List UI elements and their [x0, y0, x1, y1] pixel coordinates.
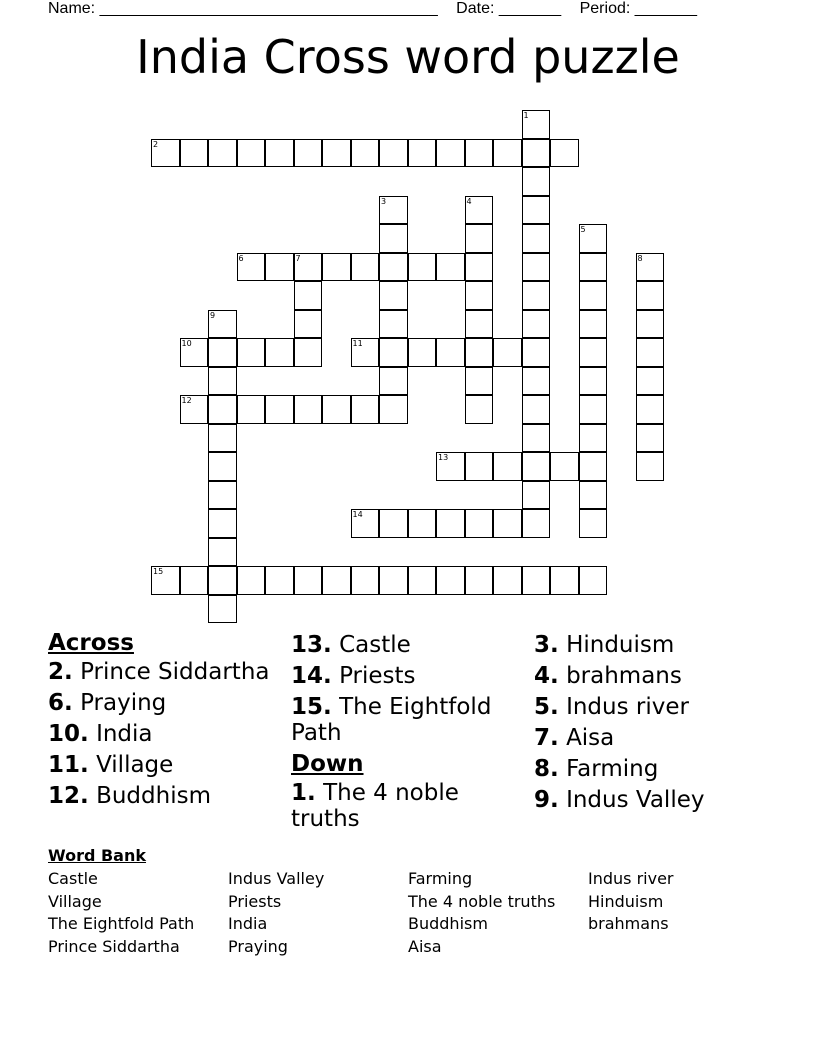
- crossword-cell[interactable]: [636, 452, 665, 481]
- clue-number: 14.: [291, 663, 332, 689]
- crossword-cell[interactable]: [493, 338, 522, 367]
- crossword-cell[interactable]: [322, 253, 351, 282]
- crossword-cell[interactable]: [579, 452, 608, 481]
- word-bank-item: India: [228, 914, 268, 934]
- crossword-cell[interactable]: [436, 566, 465, 595]
- crossword-cell[interactable]: [436, 509, 465, 538]
- crossword-cell[interactable]: [522, 452, 551, 481]
- clue-number-label: 2: [153, 139, 159, 149]
- clue-text: Village: [96, 752, 174, 778]
- crossword-cell[interactable]: [379, 196, 408, 225]
- crossword-cell[interactable]: [550, 139, 579, 168]
- crossword-cell[interactable]: [265, 566, 294, 595]
- clue-number: 13.: [291, 632, 332, 658]
- crossword-cell[interactable]: [636, 395, 665, 424]
- word-bank-item: Praying: [228, 937, 288, 957]
- crossword-cell[interactable]: [180, 338, 209, 367]
- crossword-cell[interactable]: [208, 509, 237, 538]
- crossword-cell[interactable]: [408, 509, 437, 538]
- clue-number-label: 8: [637, 253, 643, 263]
- clue-number: 6.: [48, 690, 73, 716]
- crossword-cell[interactable]: [465, 395, 494, 424]
- crossword-cell[interactable]: [636, 310, 665, 339]
- date-field[interactable]: Date: _______: [456, 0, 562, 17]
- clue-across-6: [48, 690, 278, 716]
- crossword-cell[interactable]: [522, 481, 551, 510]
- crossword-cell[interactable]: [465, 566, 494, 595]
- crossword-cell[interactable]: [351, 253, 380, 282]
- crossword-cell[interactable]: [294, 253, 323, 282]
- crossword-cell[interactable]: [408, 139, 437, 168]
- crossword-cell[interactable]: [522, 167, 551, 196]
- word-bank-column-1: [48, 868, 194, 959]
- crossword-cell[interactable]: [208, 566, 237, 595]
- crossword-cell[interactable]: [351, 509, 380, 538]
- crossword-cell[interactable]: [322, 395, 351, 424]
- word-bank-item: Village: [48, 891, 102, 911]
- crossword-cell[interactable]: [265, 139, 294, 168]
- clue-number: 7.: [534, 725, 559, 751]
- crossword-cell[interactable]: [351, 338, 380, 367]
- crossword-cell[interactable]: [379, 310, 408, 339]
- word-bank-column-3: [408, 868, 555, 959]
- word-bank-column-4: [588, 868, 674, 936]
- crossword-cell[interactable]: [408, 566, 437, 595]
- clue-number-label: 13: [438, 453, 449, 462]
- clue-down-3: [534, 632, 774, 658]
- clue-column-3: [534, 632, 774, 818]
- clue-down-9: [534, 787, 774, 813]
- name-field[interactable]: Name: ______________________________________: [48, 0, 438, 17]
- crossword-cell[interactable]: [265, 395, 294, 424]
- crossword-cell[interactable]: [465, 452, 494, 481]
- crossword-cell[interactable]: [550, 566, 579, 595]
- crossword-cell[interactable]: [237, 338, 266, 367]
- crossword-cell[interactable]: [208, 395, 237, 424]
- clue-number-label: 10: [181, 339, 192, 348]
- crossword-cell[interactable]: [237, 566, 266, 595]
- crossword-cell[interactable]: [237, 253, 266, 282]
- crossword-cell[interactable]: [322, 566, 351, 595]
- crossword-cell[interactable]: [208, 310, 237, 339]
- clue-number: 12.: [48, 783, 89, 809]
- page-title: India Cross word puzzle: [136, 30, 680, 84]
- clue-number-label: 5: [580, 225, 586, 234]
- clue-column-2: [291, 632, 516, 837]
- crossword-cell[interactable]: [579, 224, 608, 253]
- clue-text: Prince Siddartha: [80, 659, 270, 685]
- crossword-cell[interactable]: [465, 139, 494, 168]
- crossword-cell[interactable]: [579, 281, 608, 310]
- crossword-cell[interactable]: [579, 338, 608, 367]
- crossword-cell[interactable]: [465, 367, 494, 396]
- clue-across-12: [48, 783, 278, 809]
- crossword-cell[interactable]: [436, 338, 465, 367]
- crossword-cell[interactable]: [180, 566, 209, 595]
- crossword-cell[interactable]: [408, 253, 437, 282]
- clue-down-1: [291, 780, 516, 832]
- crossword-cell[interactable]: [579, 566, 608, 595]
- crossword-cell[interactable]: [436, 452, 465, 481]
- crossword-cell[interactable]: [465, 253, 494, 282]
- crossword-cell[interactable]: [465, 509, 494, 538]
- clue-text: Priests: [339, 663, 416, 689]
- crossword-cell[interactable]: [522, 338, 551, 367]
- clue-number: 10.: [48, 721, 89, 747]
- crossword-cell[interactable]: [208, 367, 237, 396]
- crossword-cell[interactable]: [636, 367, 665, 396]
- clue-number: 4.: [534, 663, 559, 689]
- crossword-cell[interactable]: [522, 196, 551, 225]
- crossword-cell[interactable]: [294, 338, 323, 367]
- crossword-cell[interactable]: [208, 338, 237, 367]
- clue-number-label: 4: [466, 196, 472, 206]
- crossword-cell[interactable]: [208, 595, 237, 624]
- clue-text: Hinduism: [566, 632, 675, 658]
- word-bank-item: Priests: [228, 891, 282, 911]
- crossword-cell[interactable]: [379, 509, 408, 538]
- clue-across-10: [48, 721, 278, 747]
- word-bank-item: The Eightfold Path: [48, 914, 195, 934]
- crossword-cell[interactable]: [522, 395, 551, 424]
- crossword-cell[interactable]: [522, 110, 551, 139]
- clue-number: 2.: [48, 659, 73, 685]
- crossword-cell[interactable]: [522, 310, 551, 339]
- crossword-cell[interactable]: [237, 395, 266, 424]
- crossword-cell[interactable]: [322, 139, 351, 168]
- crossword-cell[interactable]: [493, 509, 522, 538]
- clue-number: 8.: [534, 756, 559, 782]
- clue-number-label: 9: [210, 310, 216, 320]
- word-bank-item: brahmans: [588, 914, 669, 934]
- crossword-cell[interactable]: [180, 395, 209, 424]
- word-bank-item: Castle: [48, 869, 98, 888]
- crossword-cell[interactable]: [522, 281, 551, 310]
- crossword-cell[interactable]: [294, 310, 323, 339]
- crossword-cell[interactable]: [379, 253, 408, 282]
- crossword-cell[interactable]: [379, 139, 408, 168]
- clue-down-5: [534, 694, 774, 720]
- word-bank-item: Aisa: [408, 937, 442, 957]
- clue-text: Indus Valley: [566, 787, 705, 813]
- crossword-cell[interactable]: [522, 509, 551, 538]
- crossword-cell[interactable]: [522, 224, 551, 253]
- crossword-cell[interactable]: [579, 424, 608, 453]
- clue-number: 11.: [48, 752, 89, 778]
- clue-number-label: 6: [238, 253, 244, 263]
- crossword-cell[interactable]: [465, 310, 494, 339]
- crossword-cell[interactable]: [493, 452, 522, 481]
- crossword-cell[interactable]: [265, 253, 294, 282]
- clue-down-7: [534, 725, 774, 751]
- clue-number-label: 1: [523, 111, 529, 120]
- crossword-cell[interactable]: [379, 281, 408, 310]
- crossword-cell[interactable]: [408, 338, 437, 367]
- crossword-cell[interactable]: [636, 338, 665, 367]
- crossword-cell[interactable]: [294, 281, 323, 310]
- word-bank-column-2: [228, 868, 324, 959]
- clue-number: 3.: [534, 632, 559, 658]
- word-bank-item: Farming: [408, 869, 473, 888]
- clue-down-4: [534, 663, 774, 689]
- clue-number: 1.: [291, 780, 316, 806]
- crossword-cell[interactable]: [465, 224, 494, 253]
- clue-text: Buddhism: [96, 783, 211, 809]
- crossword-cell[interactable]: [522, 139, 551, 168]
- clue-text: Praying: [80, 690, 167, 716]
- crossword-cell[interactable]: [579, 253, 608, 282]
- crossword-cell[interactable]: [636, 253, 665, 282]
- clue-number-label: 15: [153, 567, 164, 576]
- crossword-cell[interactable]: [151, 566, 180, 595]
- crossword-cell[interactable]: [522, 367, 551, 396]
- crossword-cell[interactable]: [294, 566, 323, 595]
- clue-number-label: 14: [352, 510, 363, 519]
- crossword-cell[interactable]: [294, 395, 323, 424]
- crossword-cell[interactable]: [465, 196, 494, 225]
- crossword-cell[interactable]: [180, 139, 209, 168]
- clue-across-2: [48, 659, 278, 685]
- crossword-cell[interactable]: [436, 139, 465, 168]
- clue-number-label: 3: [381, 196, 387, 206]
- crossword-cell[interactable]: [379, 338, 408, 367]
- clue-column-1: [48, 628, 278, 814]
- crossword-cell[interactable]: [208, 481, 237, 510]
- clue-text: The 4 noble truths: [291, 780, 459, 832]
- clue-across-13: [291, 632, 516, 658]
- crossword-cell[interactable]: [379, 367, 408, 396]
- down-heading: Down: [291, 751, 364, 777]
- word-bank-item: Prince Siddartha: [48, 937, 180, 957]
- clue-text: Indus river: [566, 694, 689, 720]
- clue-across-11: [48, 752, 278, 778]
- word-bank-title: Word Bank: [48, 846, 147, 865]
- crossword-cell[interactable]: [379, 566, 408, 595]
- crossword-cell[interactable]: [522, 566, 551, 595]
- crossword-cell[interactable]: [379, 395, 408, 424]
- crossword-cell[interactable]: [265, 338, 294, 367]
- crossword-cell[interactable]: [208, 139, 237, 168]
- crossword-cell[interactable]: [579, 367, 608, 396]
- crossword-cell[interactable]: [351, 139, 380, 168]
- crossword-cell[interactable]: [493, 566, 522, 595]
- clue-text: Farming: [566, 756, 659, 782]
- clue-text: The Eightfold Path: [291, 694, 492, 746]
- word-bank-item: Indus Valley: [228, 869, 325, 888]
- word-bank-item: The 4 noble truths: [408, 891, 556, 911]
- crossword-cell[interactable]: [579, 481, 608, 510]
- crossword-cell[interactable]: [351, 566, 380, 595]
- crossword-cell[interactable]: [436, 253, 465, 282]
- crossword-cell[interactable]: [550, 452, 579, 481]
- crossword-cell[interactable]: [379, 224, 408, 253]
- clue-across-14: [291, 663, 516, 689]
- period-field[interactable]: Period: _______: [579, 0, 698, 17]
- word-bank-item: Hinduism: [588, 891, 664, 911]
- crossword-cell[interactable]: [579, 509, 608, 538]
- clue-number: 9.: [534, 787, 559, 813]
- crossword-cell[interactable]: [465, 281, 494, 310]
- clue-text: Castle: [339, 632, 411, 658]
- crossword-cell[interactable]: [636, 281, 665, 310]
- crossword-cell[interactable]: [294, 139, 323, 168]
- clue-text: brahmans: [566, 663, 682, 689]
- crossword-cell[interactable]: [579, 395, 608, 424]
- clue-number-label: 12: [181, 396, 192, 405]
- clue-across-15: [291, 694, 516, 746]
- clue-number: 15.: [291, 694, 332, 720]
- crossword-cell[interactable]: [522, 424, 551, 453]
- crossword-cell[interactable]: [237, 139, 266, 168]
- crossword-cell[interactable]: [465, 338, 494, 367]
- crossword-cell[interactable]: [208, 452, 237, 481]
- clue-number: 5.: [534, 694, 559, 720]
- word-bank-item: Buddhism: [408, 914, 488, 934]
- clue-number-label: 7: [295, 253, 301, 263]
- crossword-cell[interactable]: [522, 253, 551, 282]
- clue-text: Aisa: [566, 725, 615, 751]
- crossword-cell[interactable]: [351, 395, 380, 424]
- crossword-cell[interactable]: [579, 310, 608, 339]
- crossword-cell[interactable]: [208, 538, 237, 567]
- crossword-cell[interactable]: [493, 139, 522, 168]
- clue-number-label: 11: [352, 339, 363, 348]
- word-bank-item: Indus river: [588, 869, 674, 888]
- crossword-cell[interactable]: [151, 139, 180, 168]
- clue-down-8: [534, 756, 774, 782]
- clue-text: India: [96, 721, 153, 747]
- crossword-cell[interactable]: [208, 424, 237, 453]
- across-heading: Across: [48, 630, 134, 656]
- crossword-cell[interactable]: [636, 424, 665, 453]
